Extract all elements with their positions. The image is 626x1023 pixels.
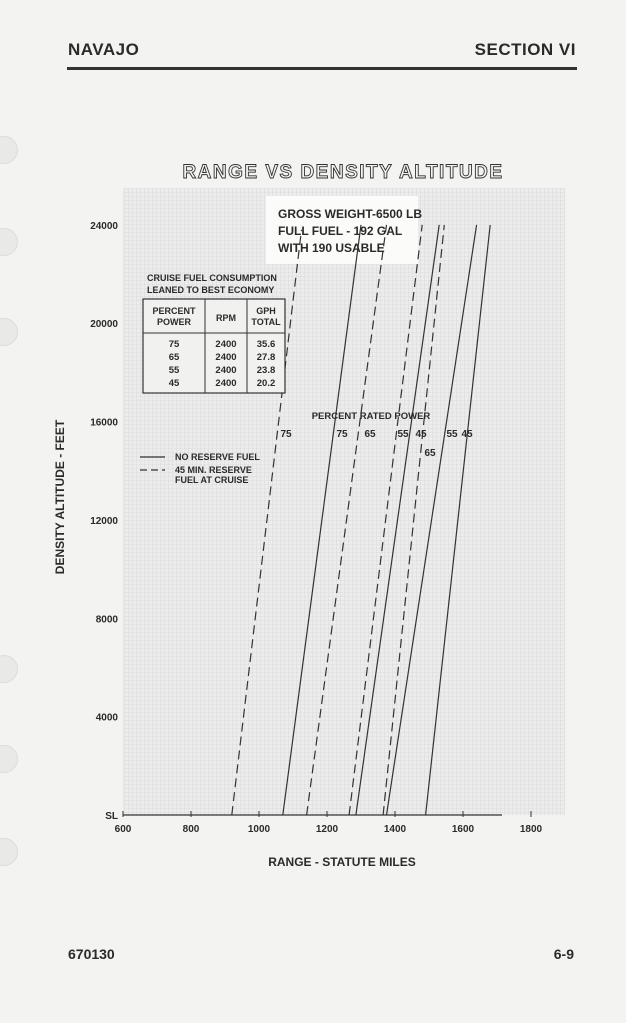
table-header: TOTAL (251, 317, 281, 327)
series-label: 45 (461, 429, 473, 440)
y-tick-label: 8000 (95, 614, 118, 626)
legend-label: NO RESERVE FUEL (175, 452, 260, 462)
table-cell: 55 (168, 365, 180, 376)
y-tick-label: 20000 (90, 319, 118, 331)
y-axis-label: DENSITY ALTITUDE - FEET (53, 419, 67, 575)
table-cell: 75 (168, 339, 180, 350)
table-cell: 23.8 (256, 365, 276, 376)
y-tick-label: 24000 (90, 220, 118, 232)
table-title-line: LEANED TO BEST ECONOMY (147, 285, 275, 295)
header-title: NAVAJO (68, 40, 140, 59)
series-label: 75 (336, 429, 348, 440)
chart-title: RANGE VS DENSITY ALTITUDE (182, 162, 504, 183)
y-tick-label: SL (105, 811, 118, 822)
table-header: POWER (156, 317, 192, 327)
table-cell: 65 (168, 352, 180, 363)
table-cell: 45 (168, 378, 180, 389)
x-tick-label: 600 (114, 824, 132, 835)
table-header: PERCENT (152, 306, 196, 316)
table-header: GPH (256, 306, 276, 316)
table-title-line: CRUISE FUEL CONSUMPTION (147, 273, 277, 283)
footer-page-number: 6-9 (553, 946, 574, 962)
series-label: 75 (280, 429, 292, 440)
x-tick-label: 1800 (519, 824, 543, 835)
y-tick-label: 12000 (90, 515, 118, 527)
series-label: 65 (364, 429, 376, 440)
x-tick-label: 1200 (315, 824, 339, 835)
table-cell: 2400 (215, 352, 237, 363)
power-heading: PERCENT RATED POWER (311, 411, 431, 422)
info-box-line: GROSS WEIGHT-6500 LB (278, 207, 423, 221)
legend-label: 45 MIN. RESERVE (175, 465, 252, 475)
footer-doc-number: 670130 (68, 946, 115, 962)
y-tick-label: 16000 (90, 417, 118, 429)
series-label: 65 (424, 448, 436, 459)
table-cell: 27.8 (256, 352, 276, 363)
y-tick-label: 4000 (95, 712, 118, 724)
legend-label: FUEL AT CRUISE (175, 475, 249, 485)
info-box-line: FULL FUEL - 192 GAL (278, 224, 403, 238)
x-tick-label: 1600 (451, 824, 475, 835)
header-section: SECTION VI (474, 40, 576, 59)
x-tick-label: 1400 (383, 824, 407, 835)
series-label: 55 (446, 429, 458, 440)
series-label: 55 (397, 429, 409, 440)
table-header: RPM (216, 313, 236, 323)
table-cell: 2400 (215, 365, 237, 376)
table-cell: 2400 (215, 378, 237, 389)
x-tick-label: 1000 (247, 824, 271, 835)
table-cell: 35.6 (256, 339, 276, 350)
table-cell: 2400 (215, 339, 237, 350)
x-axis-label: RANGE - STATUTE MILES (268, 855, 416, 869)
series-label: 45 (415, 429, 427, 440)
x-tick-label: 800 (182, 824, 200, 835)
info-box-line: WITH 190 USABLE (278, 241, 385, 255)
table-cell: 20.2 (256, 378, 276, 389)
